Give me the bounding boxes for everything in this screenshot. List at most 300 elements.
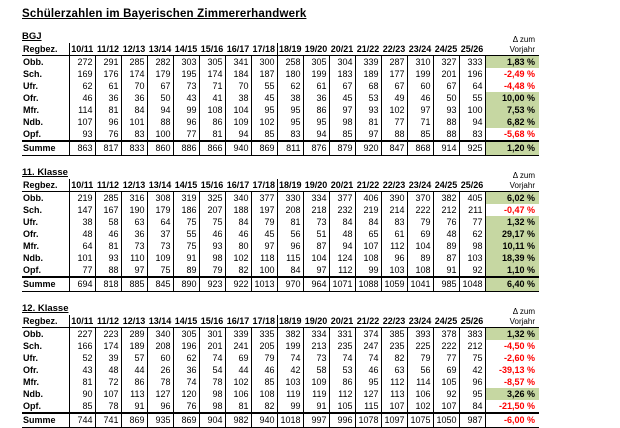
value-cell: 94 bbox=[147, 104, 173, 116]
value-cell: 62 bbox=[173, 352, 199, 364]
delta-cell: 6,02 % bbox=[485, 192, 539, 205]
value-cell: 46 bbox=[199, 228, 225, 240]
value-cell: 285 bbox=[95, 192, 121, 205]
region-label: Sch. bbox=[22, 68, 69, 80]
value-cell: 100 bbox=[251, 264, 277, 277]
value-cell: 113 bbox=[121, 388, 147, 400]
value-cell: 61 bbox=[381, 228, 407, 240]
value-cell: 62 bbox=[459, 228, 485, 240]
value-cell: 52 bbox=[69, 352, 95, 364]
value-cell: 100 bbox=[459, 104, 485, 116]
value-cell: 85 bbox=[69, 400, 95, 413]
table-row bbox=[22, 92, 539, 104]
value-cell: 43 bbox=[69, 364, 95, 376]
value-cell: 85 bbox=[407, 128, 433, 141]
year-column-header: 21/22 bbox=[356, 180, 380, 190]
value-cell: 241 bbox=[225, 340, 251, 352]
value-cell: 109 bbox=[225, 116, 251, 128]
value-cell: 940 bbox=[251, 413, 277, 428]
value-cell: 55 bbox=[459, 92, 485, 104]
delta-cell: 1,83 % bbox=[485, 56, 539, 69]
value-cell: 920 bbox=[355, 141, 381, 156]
value-cell: 935 bbox=[147, 413, 173, 428]
value-cell: 195 bbox=[173, 68, 199, 80]
value-cell: 98 bbox=[329, 116, 355, 128]
delta-cell: 10,00 % bbox=[485, 92, 539, 104]
year-column-header: 13/14 bbox=[148, 316, 172, 326]
year-column-header: 11/12 bbox=[96, 44, 120, 54]
value-cell: 108 bbox=[407, 264, 433, 277]
value-cell: 90 bbox=[69, 388, 95, 400]
region-label: Ndb. bbox=[22, 252, 69, 264]
year-column-header: 17/18 bbox=[252, 44, 276, 54]
value-cell: 74 bbox=[277, 352, 303, 364]
value-cell: 76 bbox=[95, 128, 121, 141]
region-label: Sch. bbox=[22, 340, 69, 352]
delta-column-header-text bbox=[510, 307, 535, 326]
value-cell: 73 bbox=[303, 216, 329, 228]
value-cell: 127 bbox=[147, 388, 173, 400]
value-cell: 54 bbox=[199, 364, 225, 376]
value-cell: 79 bbox=[251, 216, 277, 228]
region-label: Ofr. bbox=[22, 92, 69, 104]
value-cell: 74 bbox=[173, 376, 199, 388]
region-label: Opf. bbox=[22, 264, 69, 277]
value-cell: 108 bbox=[251, 388, 277, 400]
table-row bbox=[22, 192, 539, 205]
delta-cell: -5,68 % bbox=[503, 129, 535, 139]
value-cell: 96 bbox=[459, 376, 485, 388]
value-cell: 102 bbox=[407, 400, 433, 413]
value-cell: 94 bbox=[225, 128, 251, 141]
delta-cell: 6,82 % bbox=[485, 116, 539, 128]
year-column-header: 16/17 bbox=[226, 44, 250, 54]
delta-header-line2: Vorjahr bbox=[509, 180, 535, 190]
value-cell: 72 bbox=[95, 376, 121, 388]
value-cell: 114 bbox=[69, 104, 95, 116]
value-cell: 196 bbox=[459, 68, 485, 80]
value-cell: 80 bbox=[225, 240, 251, 252]
value-cell: 89 bbox=[433, 240, 459, 252]
value-cell: 109 bbox=[147, 252, 173, 264]
delta-cell: -8,57 % bbox=[503, 377, 535, 387]
value-cell: 84 bbox=[329, 216, 355, 228]
year-column-header: 19/20 bbox=[304, 180, 328, 190]
value-cell: 86 bbox=[121, 376, 147, 388]
value-cell: 95 bbox=[355, 376, 381, 388]
year-column-header: 13/14 bbox=[148, 44, 172, 54]
value-cell: 44 bbox=[225, 364, 251, 376]
value-cell: 50 bbox=[433, 92, 459, 104]
year-column-header: 20/21 bbox=[330, 316, 354, 326]
value-cell: 225 bbox=[407, 340, 433, 352]
value-cell: 88 bbox=[147, 116, 173, 128]
value-cell: 115 bbox=[277, 252, 303, 264]
value-cell: 75 bbox=[173, 240, 199, 252]
value-cell: 339 bbox=[225, 328, 251, 341]
value-cell: 327 bbox=[433, 56, 459, 69]
year-column-header: 14/15 bbox=[174, 316, 198, 326]
table-row bbox=[22, 340, 539, 352]
value-cell: 331 bbox=[329, 328, 355, 341]
value-cell: 940 bbox=[225, 141, 251, 156]
value-cell: 189 bbox=[121, 340, 147, 352]
value-cell: 93 bbox=[433, 104, 459, 116]
value-cell: 334 bbox=[303, 328, 329, 341]
value-cell: 377 bbox=[251, 192, 277, 205]
section-title-klasse-11: 11. Klasse bbox=[22, 167, 68, 178]
value-cell: 147 bbox=[69, 204, 95, 216]
value-cell: 89 bbox=[407, 252, 433, 264]
value-cell: 219 bbox=[69, 192, 95, 205]
value-cell: 98 bbox=[199, 400, 225, 413]
value-cell: 42 bbox=[459, 364, 485, 376]
value-cell: 127 bbox=[355, 388, 381, 400]
value-cell: 1048 bbox=[459, 277, 485, 292]
value-cell: 83 bbox=[459, 128, 485, 141]
value-cell: 330 bbox=[277, 192, 303, 205]
value-cell: 69 bbox=[225, 352, 251, 364]
year-column-header: 14/15 bbox=[174, 44, 198, 54]
year-column-header: 22/23 bbox=[382, 316, 406, 326]
value-cell: 860 bbox=[147, 141, 173, 156]
value-cell: 77 bbox=[69, 264, 95, 277]
year-column-header: 25/26 bbox=[460, 44, 484, 54]
value-cell: 1059 bbox=[381, 277, 407, 292]
value-cell: 120 bbox=[173, 388, 199, 400]
value-cell: 96 bbox=[381, 252, 407, 264]
section-klasse-11 bbox=[22, 167, 620, 292]
value-cell: 96 bbox=[95, 116, 121, 128]
value-cell: 93 bbox=[95, 252, 121, 264]
value-cell: 923 bbox=[199, 277, 225, 292]
value-cell: 75 bbox=[459, 352, 485, 364]
delta-cell: -39,13 % bbox=[498, 365, 535, 375]
value-cell: 305 bbox=[173, 328, 199, 341]
value-cell: 339 bbox=[355, 56, 381, 69]
value-cell: 91 bbox=[303, 400, 329, 413]
value-cell: 222 bbox=[407, 204, 433, 216]
value-cell: 97 bbox=[407, 104, 433, 116]
value-cell: 300 bbox=[251, 56, 277, 69]
year-column-header: 18/19 bbox=[278, 44, 302, 54]
year-column-header: 23/24 bbox=[408, 180, 432, 190]
value-cell: 741 bbox=[95, 413, 121, 428]
delta-column-header bbox=[485, 35, 539, 56]
delta-cell: 1,32 % bbox=[485, 216, 539, 228]
year-column-header: 22/23 bbox=[382, 44, 406, 54]
year-column-header: 17/18 bbox=[252, 316, 276, 326]
year-column-header: 22/23 bbox=[382, 180, 406, 190]
value-cell: 91 bbox=[173, 252, 199, 264]
delta-cell: -4,50 % bbox=[503, 341, 535, 351]
value-cell: 107 bbox=[95, 388, 121, 400]
value-cell: 97 bbox=[329, 104, 355, 116]
table-row bbox=[22, 228, 539, 240]
year-column-header: 18/19 bbox=[278, 180, 302, 190]
value-cell: 97 bbox=[121, 264, 147, 277]
value-cell: 694 bbox=[69, 277, 95, 292]
value-cell: 1078 bbox=[355, 413, 381, 428]
value-cell: 914 bbox=[433, 141, 459, 156]
year-column-header: 20/21 bbox=[330, 44, 354, 54]
value-cell: 105 bbox=[433, 376, 459, 388]
value-cell: 102 bbox=[225, 376, 251, 388]
table-row bbox=[22, 80, 539, 92]
value-cell: 83 bbox=[381, 216, 407, 228]
year-column-header: 11/12 bbox=[96, 180, 120, 190]
table-row bbox=[22, 376, 539, 388]
value-cell: 377 bbox=[329, 192, 355, 205]
value-cell: 308 bbox=[147, 192, 173, 205]
value-cell: 970 bbox=[277, 277, 303, 292]
value-cell: 180 bbox=[277, 68, 303, 80]
value-cell: 176 bbox=[95, 68, 121, 80]
value-cell: 119 bbox=[277, 388, 303, 400]
region-label: Summe bbox=[22, 413, 69, 428]
value-cell: 85 bbox=[251, 128, 277, 141]
value-cell: 177 bbox=[381, 68, 407, 80]
value-cell: 74 bbox=[355, 352, 381, 364]
value-cell: 285 bbox=[121, 56, 147, 69]
summe-row bbox=[22, 277, 539, 292]
value-cell: 868 bbox=[407, 141, 433, 156]
delta-cell: -6,00 % bbox=[485, 413, 539, 428]
value-cell: 982 bbox=[225, 413, 251, 428]
value-cell: 85 bbox=[251, 376, 277, 388]
value-cell: 75 bbox=[199, 216, 225, 228]
value-cell: 119 bbox=[303, 388, 329, 400]
value-cell: 890 bbox=[173, 277, 199, 292]
delta-column-header-text bbox=[510, 35, 535, 54]
value-cell: 1041 bbox=[407, 277, 433, 292]
value-cell: 334 bbox=[303, 192, 329, 205]
section-title-bgj: BGJ bbox=[22, 31, 42, 42]
value-cell: 99 bbox=[173, 104, 199, 116]
value-cell: 58 bbox=[95, 216, 121, 228]
value-cell: 98 bbox=[459, 240, 485, 252]
delta-cell: 7,53 % bbox=[485, 104, 539, 116]
region-label: Ufr. bbox=[22, 80, 69, 92]
value-cell: 38 bbox=[277, 92, 303, 104]
value-cell: 84 bbox=[355, 216, 381, 228]
value-cell: 42 bbox=[277, 364, 303, 376]
value-cell: 110 bbox=[121, 252, 147, 264]
year-column-header: 12/13 bbox=[122, 180, 146, 190]
value-cell: 97 bbox=[251, 240, 277, 252]
value-cell: 67 bbox=[381, 80, 407, 92]
value-cell: 46 bbox=[355, 364, 381, 376]
year-column-header: 20/21 bbox=[330, 180, 354, 190]
value-cell: 65 bbox=[355, 228, 381, 240]
delta-cell: 1,32 % bbox=[485, 328, 539, 341]
value-cell: 213 bbox=[303, 340, 329, 352]
year-column-header: 18/19 bbox=[278, 316, 302, 326]
value-cell: 208 bbox=[277, 204, 303, 216]
delta-header-line1: Δ zum bbox=[512, 35, 535, 44]
table-row bbox=[22, 400, 539, 413]
value-cell: 97 bbox=[355, 128, 381, 141]
value-cell: 211 bbox=[459, 204, 485, 216]
delta-cell: 18,39 % bbox=[485, 252, 539, 264]
region-label: Obb. bbox=[22, 56, 69, 69]
value-cell: 48 bbox=[329, 228, 355, 240]
value-cell: 885 bbox=[121, 277, 147, 292]
value-cell: 95 bbox=[303, 116, 329, 128]
value-cell: 89 bbox=[173, 264, 199, 277]
value-cell: 48 bbox=[433, 228, 459, 240]
value-cell: 45 bbox=[329, 92, 355, 104]
value-cell: 95 bbox=[277, 104, 303, 116]
region-label: Summe bbox=[22, 277, 69, 292]
delta-cell: 1,20 % bbox=[485, 141, 539, 156]
value-cell: 77 bbox=[381, 116, 407, 128]
value-cell: 235 bbox=[329, 340, 355, 352]
value-cell: 382 bbox=[433, 192, 459, 205]
value-cell: 124 bbox=[329, 252, 355, 264]
value-cell: 107 bbox=[355, 240, 381, 252]
value-cell: 74 bbox=[199, 352, 225, 364]
value-cell: 97 bbox=[303, 264, 329, 277]
value-cell: 104 bbox=[225, 104, 251, 116]
value-cell: 88 bbox=[95, 264, 121, 277]
value-cell: 201 bbox=[199, 340, 225, 352]
value-cell: 258 bbox=[277, 56, 303, 69]
value-cell: 70 bbox=[225, 80, 251, 92]
value-cell: 73 bbox=[121, 240, 147, 252]
value-cell: 103 bbox=[277, 376, 303, 388]
year-column-header: 24/25 bbox=[434, 180, 458, 190]
value-cell: 383 bbox=[459, 328, 485, 341]
value-cell: 106 bbox=[225, 388, 251, 400]
value-cell: 43 bbox=[173, 92, 199, 104]
value-cell: 46 bbox=[69, 92, 95, 104]
value-cell: 378 bbox=[433, 328, 459, 341]
value-cell: 84 bbox=[121, 104, 147, 116]
region-label: Ndb. bbox=[22, 116, 69, 128]
value-cell: 88 bbox=[433, 116, 459, 128]
value-cell: 333 bbox=[459, 56, 485, 69]
value-cell: 845 bbox=[147, 277, 173, 292]
value-cell: 87 bbox=[433, 252, 459, 264]
value-cell: 1013 bbox=[251, 277, 277, 292]
value-cell: 291 bbox=[95, 56, 121, 69]
value-cell: 869 bbox=[121, 413, 147, 428]
value-cell: 214 bbox=[381, 204, 407, 216]
year-column-header: 19/20 bbox=[304, 316, 328, 326]
value-cell: 183 bbox=[329, 68, 355, 80]
value-cell: 179 bbox=[147, 204, 173, 216]
value-cell: 62 bbox=[69, 80, 95, 92]
value-cell: 58 bbox=[303, 364, 329, 376]
value-cell: 81 bbox=[69, 376, 95, 388]
table-row bbox=[22, 264, 539, 277]
value-cell: 1050 bbox=[433, 413, 459, 428]
value-cell: 301 bbox=[199, 328, 225, 341]
value-cell: 93 bbox=[199, 240, 225, 252]
value-cell: 818 bbox=[95, 277, 121, 292]
value-cell: 61 bbox=[95, 80, 121, 92]
value-cell: 92 bbox=[459, 264, 485, 277]
value-cell: 63 bbox=[121, 216, 147, 228]
value-cell: 49 bbox=[381, 92, 407, 104]
region-label: Ndb. bbox=[22, 388, 69, 400]
value-cell: 174 bbox=[121, 68, 147, 80]
table-row bbox=[22, 68, 539, 80]
value-cell: 987 bbox=[459, 413, 485, 428]
value-cell: 305 bbox=[303, 56, 329, 69]
section-title-klasse-12: 12. Klasse bbox=[22, 303, 69, 314]
value-cell: 82 bbox=[225, 264, 251, 277]
value-cell: 222 bbox=[433, 340, 459, 352]
delta-cell: -2,60 % bbox=[503, 353, 535, 363]
value-cell: 57 bbox=[121, 352, 147, 364]
value-cell: 95 bbox=[277, 116, 303, 128]
value-cell: 91 bbox=[121, 400, 147, 413]
value-cell: 385 bbox=[381, 328, 407, 341]
value-cell: 113 bbox=[381, 388, 407, 400]
delta-cell: -0,47 % bbox=[503, 205, 535, 215]
value-cell: 81 bbox=[95, 240, 121, 252]
delta-cell: 3,26 % bbox=[485, 388, 539, 400]
region-label: Opf. bbox=[22, 128, 69, 141]
value-cell: 303 bbox=[173, 56, 199, 69]
value-cell: 44 bbox=[121, 364, 147, 376]
value-cell: 98 bbox=[199, 252, 225, 264]
value-cell: 81 bbox=[225, 400, 251, 413]
value-cell: 69 bbox=[407, 228, 433, 240]
value-cell: 73 bbox=[303, 352, 329, 364]
value-cell: 232 bbox=[329, 204, 355, 216]
value-cell: 287 bbox=[381, 56, 407, 69]
value-cell: 1075 bbox=[407, 413, 433, 428]
value-cell: 79 bbox=[199, 264, 225, 277]
value-cell: 817 bbox=[95, 141, 121, 156]
header-row bbox=[22, 43, 539, 56]
value-cell: 103 bbox=[459, 252, 485, 264]
value-cell: 985 bbox=[433, 277, 459, 292]
region-label: Mfr. bbox=[22, 240, 69, 252]
value-cell: 107 bbox=[433, 400, 459, 413]
value-cell: 405 bbox=[459, 192, 485, 205]
value-cell: 67 bbox=[147, 80, 173, 92]
delta-column-header bbox=[485, 171, 539, 192]
value-cell: 219 bbox=[355, 204, 381, 216]
value-cell: 78 bbox=[147, 376, 173, 388]
table-row bbox=[22, 388, 539, 400]
value-cell: 879 bbox=[329, 141, 355, 156]
value-cell: 96 bbox=[147, 400, 173, 413]
value-cell: 188 bbox=[225, 204, 251, 216]
year-column-header: 17/18 bbox=[252, 180, 276, 190]
delta-cell: -21,50 % bbox=[498, 401, 535, 411]
value-cell: 118 bbox=[251, 252, 277, 264]
year-column-header: 10/11 bbox=[71, 180, 94, 190]
value-cell: 55 bbox=[173, 228, 199, 240]
value-cell: 76 bbox=[433, 216, 459, 228]
value-cell: 36 bbox=[95, 92, 121, 104]
region-label: Ufr. bbox=[22, 352, 69, 364]
value-cell: 393 bbox=[407, 328, 433, 341]
value-cell: 81 bbox=[277, 216, 303, 228]
year-column-header: 12/13 bbox=[122, 316, 146, 326]
value-cell: 341 bbox=[225, 56, 251, 69]
year-column-header: 15/16 bbox=[200, 44, 224, 54]
year-column-header: 21/22 bbox=[356, 316, 380, 326]
region-column-header: Regbez. bbox=[22, 43, 69, 56]
value-cell: 61 bbox=[303, 80, 329, 92]
value-cell: 310 bbox=[407, 56, 433, 69]
